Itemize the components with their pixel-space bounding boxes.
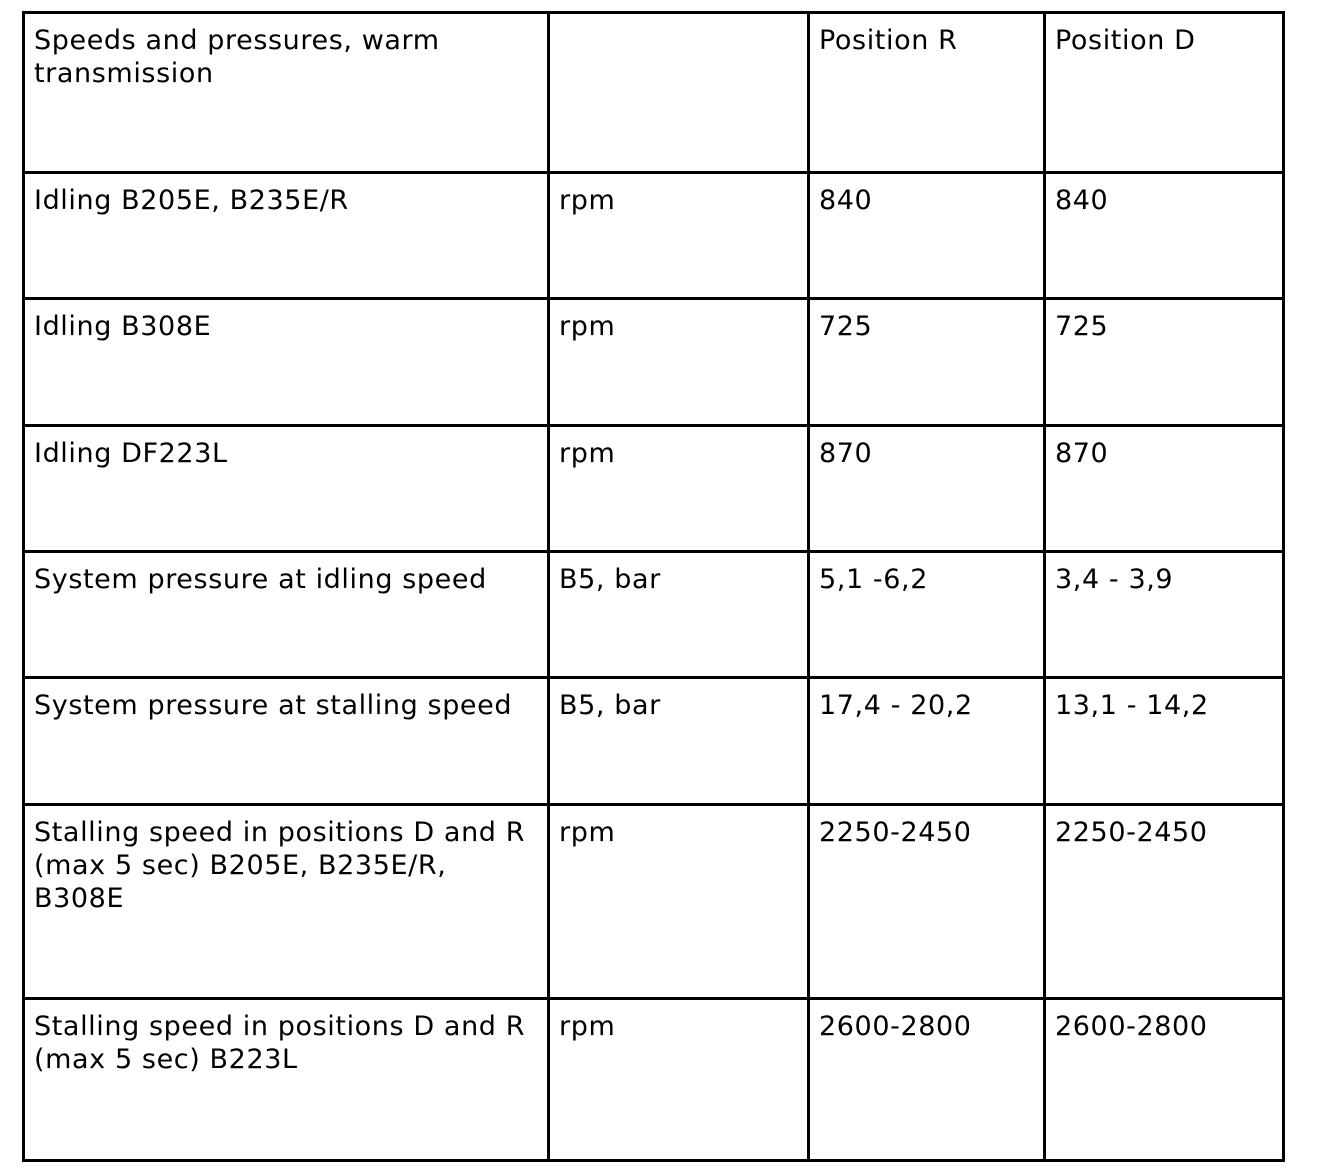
table-row — [24, 299, 1284, 426]
row-position-r: 2600-2800 — [809, 999, 1045, 1161]
row-description: System pressure at stalling speed — [24, 678, 549, 805]
row-position-d: 2250-2450 — [1045, 805, 1284, 999]
row-position-d: 725 — [1045, 299, 1284, 426]
header-unit — [549, 13, 809, 173]
row-position-d: 2600-2800 — [1045, 999, 1284, 1161]
row-description: System pressure at idling speed — [24, 552, 549, 678]
row-description: Idling B205E, B235E/R — [24, 173, 549, 299]
row-description: Idling B308E — [24, 299, 549, 426]
row-position-d: 870 — [1045, 426, 1284, 552]
row-unit: rpm — [549, 173, 809, 299]
table-row — [24, 426, 1284, 552]
row-unit: rpm — [549, 999, 809, 1161]
row-unit: B5, bar — [549, 552, 809, 678]
row-position-d: 840 — [1045, 173, 1284, 299]
table-row — [24, 173, 1284, 299]
row-description: Stalling speed in positions D and R (max 5 sec) B223L — [24, 999, 549, 1161]
row-position-r: 2250-2450 — [809, 805, 1045, 999]
row-unit: rpm — [549, 426, 809, 552]
row-position-r: 17,4 - 20,2 — [809, 678, 1045, 805]
row-position-d: 3,4 - 3,9 — [1045, 552, 1284, 678]
row-position-r: 5,1 -6,2 — [809, 552, 1045, 678]
row-description: Idling DF223L — [24, 426, 549, 552]
table-header-row — [24, 13, 1284, 173]
row-position-d: 13,1 - 14,2 — [1045, 678, 1284, 805]
row-position-r: 840 — [809, 173, 1045, 299]
table-row — [24, 805, 1284, 999]
row-unit: rpm — [549, 299, 809, 426]
row-position-r: 725 — [809, 299, 1045, 426]
table-row — [24, 678, 1284, 805]
row-position-r: 870 — [809, 426, 1045, 552]
table-row — [24, 552, 1284, 678]
table-row — [24, 999, 1284, 1161]
speeds-pressures-table — [22, 11, 1285, 1162]
header-position-d: Position D — [1045, 13, 1284, 173]
header-description: Speeds and pressures, warm transmission — [24, 13, 549, 173]
row-description: Stalling speed in positions D and R (max 5 sec) B205E, B235E/R, B308E — [24, 805, 549, 999]
row-unit: rpm — [549, 805, 809, 999]
row-unit: B5, bar — [549, 678, 809, 805]
header-position-r: Position R — [809, 13, 1045, 173]
